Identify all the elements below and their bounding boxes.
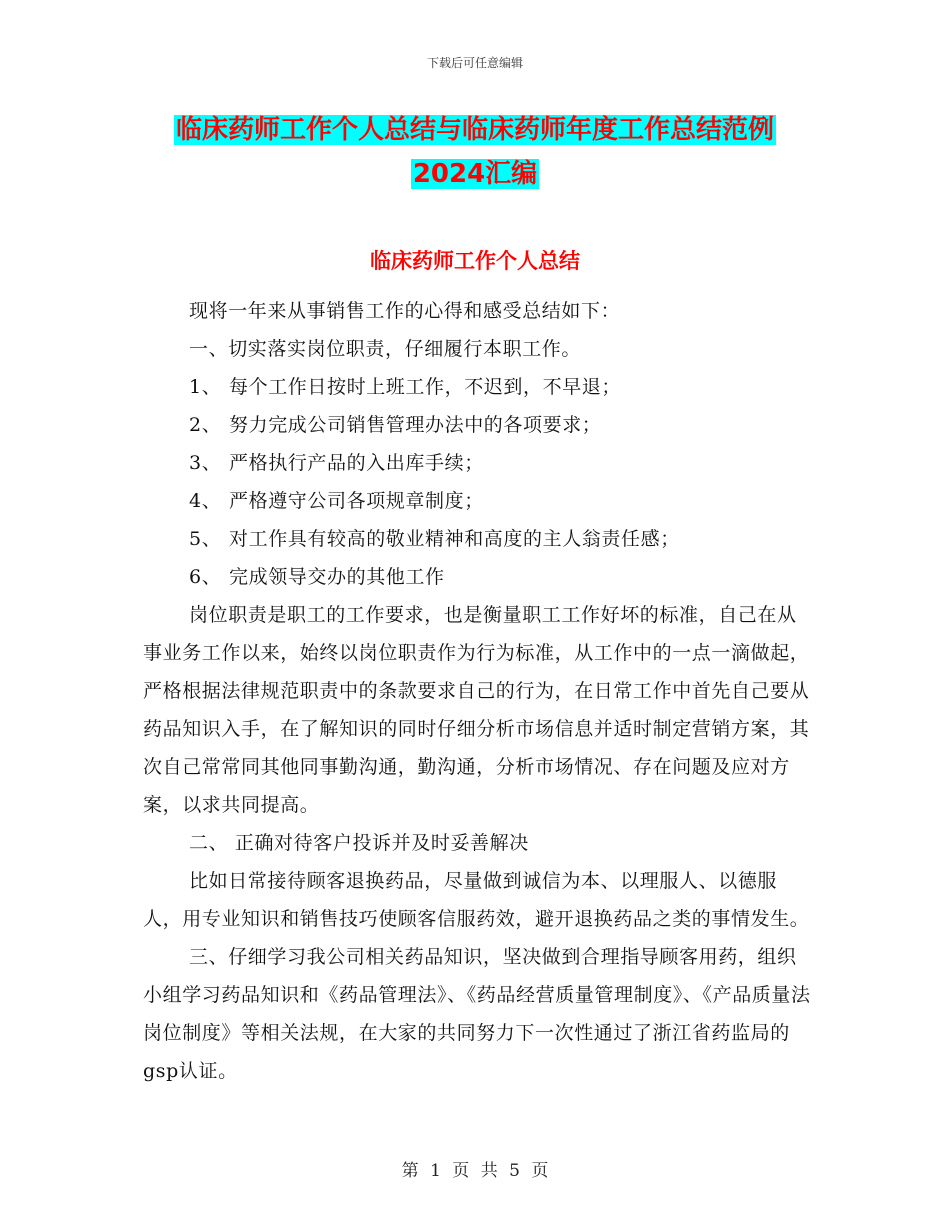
body-paragraph-learning: 三、仔细学习我公司相关药品知识，坚决做到合理指导顾客用药，组织小组学习药品知识和《药品管理法》、《药品经营质量管理制度》、《产品质量法岗位制度》等相关法规，在大家的共同努力下一次性通过了浙江省药监局的gsp认证。 [143, 946, 811, 1082]
list-item [143, 368, 811, 406]
list-item-number: 5、 [189, 528, 222, 550]
body-paragraph-complaints: 比如日常接待顾客退换药品，尽量做到诚信为本、以理服人、以德服人，用专业知识和销售技巧使顾客信服药效，避开退换药品之类的事情发生。 [143, 870, 810, 930]
list-item-number: 4、 [189, 490, 222, 512]
section-title: 临床药师工作个人总结 [370, 249, 580, 273]
list-item [143, 520, 811, 558]
list-item-number: 1、 [189, 376, 222, 398]
list-item-text: 完成领导交办的其他工作 [229, 566, 445, 588]
heading-two: 二、 正确对待客户投诉并及时妥善解决 [189, 832, 529, 854]
list-item [143, 558, 811, 596]
list-item-text: 对工作具有较高的敬业精神和高度的主人翁责任感； [229, 528, 680, 550]
intro-paragraph: 现将一年来从事销售工作的心得和感受总结如下： [189, 300, 621, 322]
list-item-text: 每个工作日按时上班工作，不迟到，不早退； [229, 376, 622, 398]
list-item [143, 406, 811, 444]
list-item-text: 严格遵守公司各项规章制度； [229, 490, 484, 512]
list-item [143, 482, 811, 520]
heading-one: 一、切实落实岗位职责，仔细履行本职工作。 [189, 338, 582, 360]
document-body [143, 292, 811, 1090]
list-item-text: 努力完成公司销售管理办法中的各项要求； [229, 414, 602, 436]
list-item-text: 严格执行产品的入出库手续； [229, 452, 484, 474]
document-title-line-1 [0, 110, 950, 150]
body-paragraph-responsibilities: 岗位职责是职工的工作要求，也是衡量职工工作好坏的标准，自己在从事业务工作以来，始终以岗位职责作为行为标准，从工作中的一点一滴做起，严格根据法律规范职责中的条款要求自己的行为，在日常工作中首先自己要从药品知识入手，在了解知识的同时仔细分析市场信息并适时制定营销方案，其次自己常常同其他同事勤沟通，勤沟通，分析市场情况、存在问题及应对方案，以求共同提高。 [143, 604, 810, 816]
document-title-text-2: 2024汇编 [412, 159, 538, 189]
document-title-text-1: 临床药师工作个人总结与临床药师年度工作总结范例 [175, 115, 774, 145]
document-title-line-2 [0, 154, 950, 194]
list-item-number: 3、 [189, 452, 222, 474]
page-footer: 第 1 页 共 5 页 [401, 1161, 549, 1181]
list-item [143, 444, 811, 482]
header-note: 下载后可任意编辑 [426, 56, 523, 70]
list-item-number: 6、 [189, 566, 222, 588]
list-item-number: 2、 [189, 414, 222, 436]
